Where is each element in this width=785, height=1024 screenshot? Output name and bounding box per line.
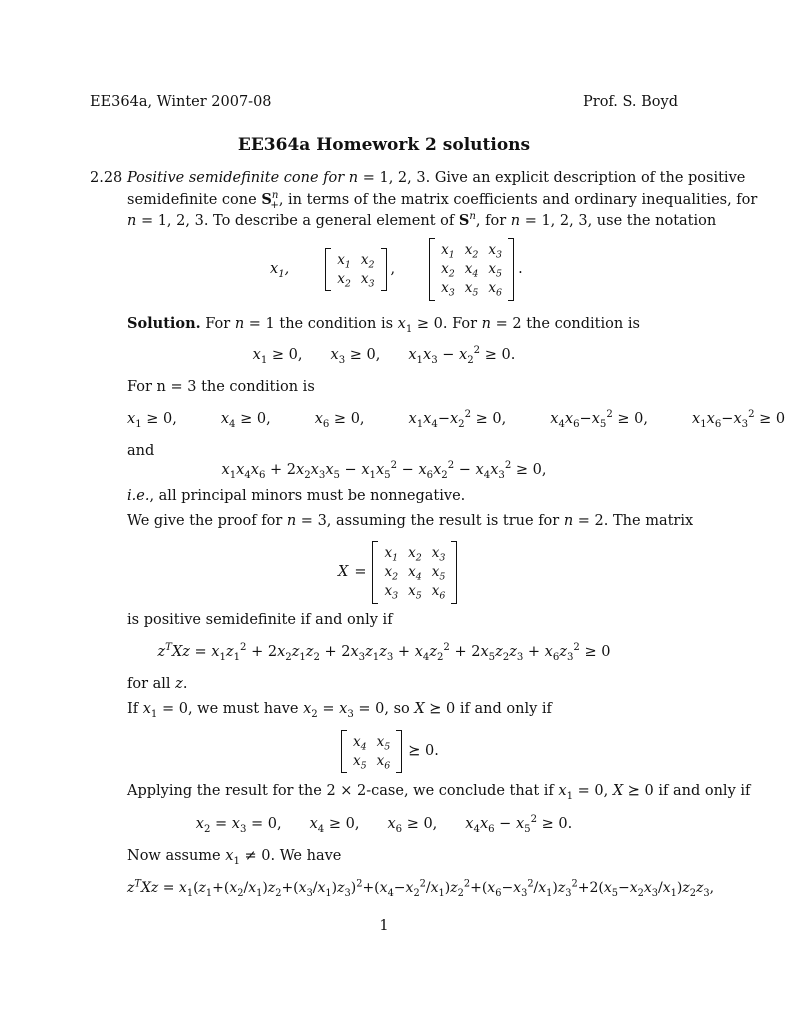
n3-intro: For n = 3 the condition is <box>127 379 315 395</box>
now-assume: Now assume $x_1 \ne 0$. We have <box>127 848 342 867</box>
forall-text: for all z. <box>127 676 188 692</box>
problem-heading: Positive semidefinite cone for <box>127 170 345 186</box>
matrix-x: $x_1$ $x_2$ $x_3$ $x_2$ $x_4$ $x_5$ $x_3$ $x_5$ $x_6$ <box>372 541 457 604</box>
notation-x1: $x_1$, <box>270 260 290 280</box>
problem-line-3: n = 1, 2, 3. To describe a general element of $S^n$, for n = 1, 2, 3, use the notation <box>127 211 717 229</box>
proof-intro: We give the proof for n = 3, assuming the result is true for n = 2. The matrix <box>127 513 694 529</box>
psd-text: is positive semidefinite if and only if <box>127 612 393 628</box>
if-x1-zero: If $x_1 = 0$, we must have $x_2 = x_3 = 0$, so X ⪰ 0 if and only if <box>127 701 552 720</box>
problem-line-2: semidefinite cone $S^n_+$, in terms of the matrix coefficients and ordinary inequalities, for <box>127 190 758 211</box>
equation-completed-square: $z^TXz = x_1(z_1+(x_2/x_1)z_2+(x_3/x_1)z_3)^2+(x_4-x_2^2/x_1)z_2^2+(x_6-x_3^2/x_1)z_3^2+2(x_5-x_2x_3/x_1)z_2z_3$, <box>127 878 715 899</box>
header-course: EE364a, Winter 2007-08 <box>90 94 272 110</box>
header-author: Prof. S. Boyd <box>583 94 678 110</box>
equation-quadratic: $z^TXz = x_1z_1^2 + 2x_2z_1z_2 + 2x_3z_1z_3 + x_4z_2^2 + 2x_5z_2z_3 + x_6z_3^2 \ge 0$ <box>157 642 611 663</box>
submatrix-condition: $x_4$ $x_5$ $x_5$ $x_6$ ⪰ 0. <box>341 730 439 773</box>
matrix-2x2: $x_1$ $x_2$ $x_2$ $x_3$ <box>325 248 386 291</box>
equation-n2: $x_1 \ge 0$, $x_3 \ge 0$, $x_1x_3 - x_2^2 \ge 0$. <box>252 345 516 366</box>
notation-matrices: $x_1$, $x_1$ $x_2$ $x_2$ $x_3$ , $x_1$ $x_2$ $x_3$ $x_2$ $x_4$ $x_5$ $x_3$ $x_5$ $x_6$ . <box>270 238 523 301</box>
equation-det: $x_1x_4x_6 + 2x_2x_3x_5 - x_1x_5^2 - x_6x_2^2 - x_4x_3^2 \ge 0$, <box>221 460 547 481</box>
page-number: 1 <box>379 918 389 934</box>
page-title: EE364a Homework 2 solutions <box>237 135 531 155</box>
problem-line-1: Positive semidefinite cone for n = 1, 2, 3. Give an explicit description of the positive <box>127 170 746 186</box>
problem-line1-rest: . Give an explicit description of the positive <box>425 170 746 186</box>
matrix-3x3: $x_1$ $x_2$ $x_3$ $x_2$ $x_4$ $x_5$ $x_3$ $x_5$ $x_6$ <box>429 238 514 301</box>
and-text: and <box>127 443 155 459</box>
solution-label: Solution. <box>127 315 201 332</box>
minors-text: i.e., all principal minors must be nonnegative. <box>127 488 466 504</box>
equation-n3: $x_1 \ge 0$, $x_4 \ge 0$, $x_6 \ge 0$, $x_1x_4-x_2^2 \ge 0$, $x_4x_6-x_5^2 \ge 0$, $x_1x_6-x_3^2 \ge 0$ <box>127 409 785 430</box>
matrix-x-definition: X = $x_1$ $x_2$ $x_3$ $x_2$ $x_4$ $x_5$ $x_3$ $x_5$ $x_6$ <box>338 541 457 604</box>
equation-x1-zero: $x_2 = x_3 = 0$, $x_4 \ge 0$, $x_6 \ge 0$, $x_4x_6 - x_5^2 \ge 0$. <box>195 814 573 835</box>
solution-line-1: Solution. For n = 1 the condition is $x_1 \ge 0$. For n = 2 the condition is <box>127 315 640 335</box>
matrix-sub: $x_4$ $x_5$ $x_5$ $x_6$ <box>341 730 402 773</box>
problem-number: 2.28 <box>90 170 123 186</box>
applying-text: Applying the result for the 2 × 2-case, we conclude that if $x_1 = 0$, X ⪰ 0 if and only if <box>127 783 751 802</box>
